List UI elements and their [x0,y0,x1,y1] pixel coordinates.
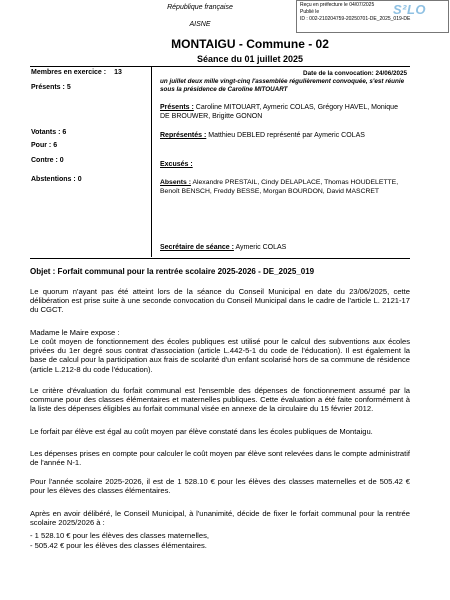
stamp-id: ID : 002-210204759-20250701-DE_2025_019-DE [300,16,411,22]
absents-label: Absents : [160,179,191,186]
paragraph-decision: Après en avoir délibéré, le Conseil Municipal, à l'unanimité, décide de fixer le forfait communal pour la rentrée scolaire 2025/2026 à : [30,509,410,528]
absents-block [160,178,407,196]
excuses-label: Excusés : [160,161,193,168]
paragraph-expose: Le coût moyen de fonctionnement des écoles publiques est utilisé pour le calcul des subventions aux écoles privées du 1er degré sous contrat d'association (article L.442-5-1 du code de l'éducation). Il est également la base de calcul pour la participation aux frais de scolarité d'un enfant scolarisé hors de sa commune de résidence (article L.212-8 du code l'éducation). [30,337,410,374]
secretaire-block [160,243,407,252]
absents-text: Alexandre PRESTAIL, Cindy DELAPLACE, Thomas HOUDELETTE, Benoît BENSCH, Freddy BESSE, Morgan BOURDON, David MASCRET [160,179,399,195]
representes-text: Matthieu DEBLED représenté par Aymeric COLAS [206,132,365,139]
contre-label: Contre : [31,157,58,164]
votants-label: Votants : [31,129,61,136]
membres-row [31,69,122,76]
column-divider [151,67,152,257]
contre-row [31,157,64,164]
list-item-elementaires: - 505.42 € pour les élèves des classes élémentaires. [30,541,207,550]
republic-label: République française [167,4,233,11]
presents-count-row [31,84,71,91]
convocation-date: Date de la convocation: 24/06/2025 [303,70,407,77]
presents-label: Présents : [160,104,194,111]
stamp-published: Publié le [300,9,320,15]
pour-row [31,142,57,149]
top-rule [30,66,410,67]
abstentions-label: Abstentions : [31,176,76,183]
presents-count-label: Présents : [31,84,65,91]
presents-text: Caroline MITOUART, Aymeric COLAS, Grégory HAVEL, Monique DE BROUWER, Brigitte GONON [160,104,398,120]
s2lo-logo: S²LO [392,2,426,17]
votants-value: 6 [62,129,67,136]
presents-count-value: 5 [66,84,71,91]
representes-label: Représentés : [160,132,207,139]
contre-value: 0 [59,157,64,164]
page-title: MONTAIGU - Commune - 02 [171,37,329,51]
representes-block [160,131,407,140]
abstentions-value: 0 [77,176,82,183]
pour-label: Pour : [31,142,52,149]
votants-row [31,129,66,136]
paragraph-depenses: Les dépenses prises en compte pour calculer le coût moyen par élève sont relevées dans le compte administratif de l'année N-1. [30,449,410,468]
presents-block [160,103,407,121]
pour-value: 6 [53,142,58,149]
abstentions-row [31,176,82,183]
paragraph-forfait: Le forfait par élève est égal au coût moyen par élève constaté dans les écoles publiques de Montaigu. [30,427,373,436]
list-item-maternelles: - 1 528.10 € pour les élèves des classes maternelles, [30,531,209,540]
membres-label: Membres en exercice : [31,69,107,76]
seance-date: Séance du 01 juillet 2025 [196,54,304,64]
paragraph-montants: Pour l'année scolaire 2025-2026, il est de 1 528.10 € pour les élèves des classes maternelles et de 505.42 € pour les élèves des classes élémentaires. [30,477,410,496]
bottom-rule [30,258,410,259]
paragraph-critere: Le critère d'évaluation du forfait communal est l'ensemble des dépenses de fonctionnement assumé par la commune pour des classes élémentaires et maternelles publiques. Cette évaluation a été faite conformément à la liste des dépenses éligibles au forfait communal visée en annexe de la circulaire du 15 février 2012. [30,386,410,414]
paragraph-expose-intro: Madame le Maire expose : [30,328,120,337]
excuses-block [160,160,407,169]
department-label: AISNE [189,21,211,28]
prefecture-stamp [296,0,449,33]
paragraph-quorum: Le quorum n'ayant pas été atteint lors de la séance du Conseil Municipal en date du 23/06/2025, cette délibération est prise suite à une seconde convocation du Conseil Municipal dans le cadre de l'article L. 2121-17 du CGCT. [30,287,410,315]
membres-value: 13 [114,69,122,76]
objet-title: Objet : Forfait communal pour la rentrée scolaire 2025-2026 - DE_2025_019 [30,267,315,276]
secretaire-text: Aymeric COLAS [233,244,287,251]
seance-intro: un juillet deux mille vingt-cinq l'assemblée régulièrement convoquée, s'est réunie sous la présidence de Caroline MITOUART [160,78,405,93]
secretaire-label: Secrétaire de séance : [160,244,234,251]
stamp-received: Reçu en préfecture le 04/07/2025 [300,2,375,8]
